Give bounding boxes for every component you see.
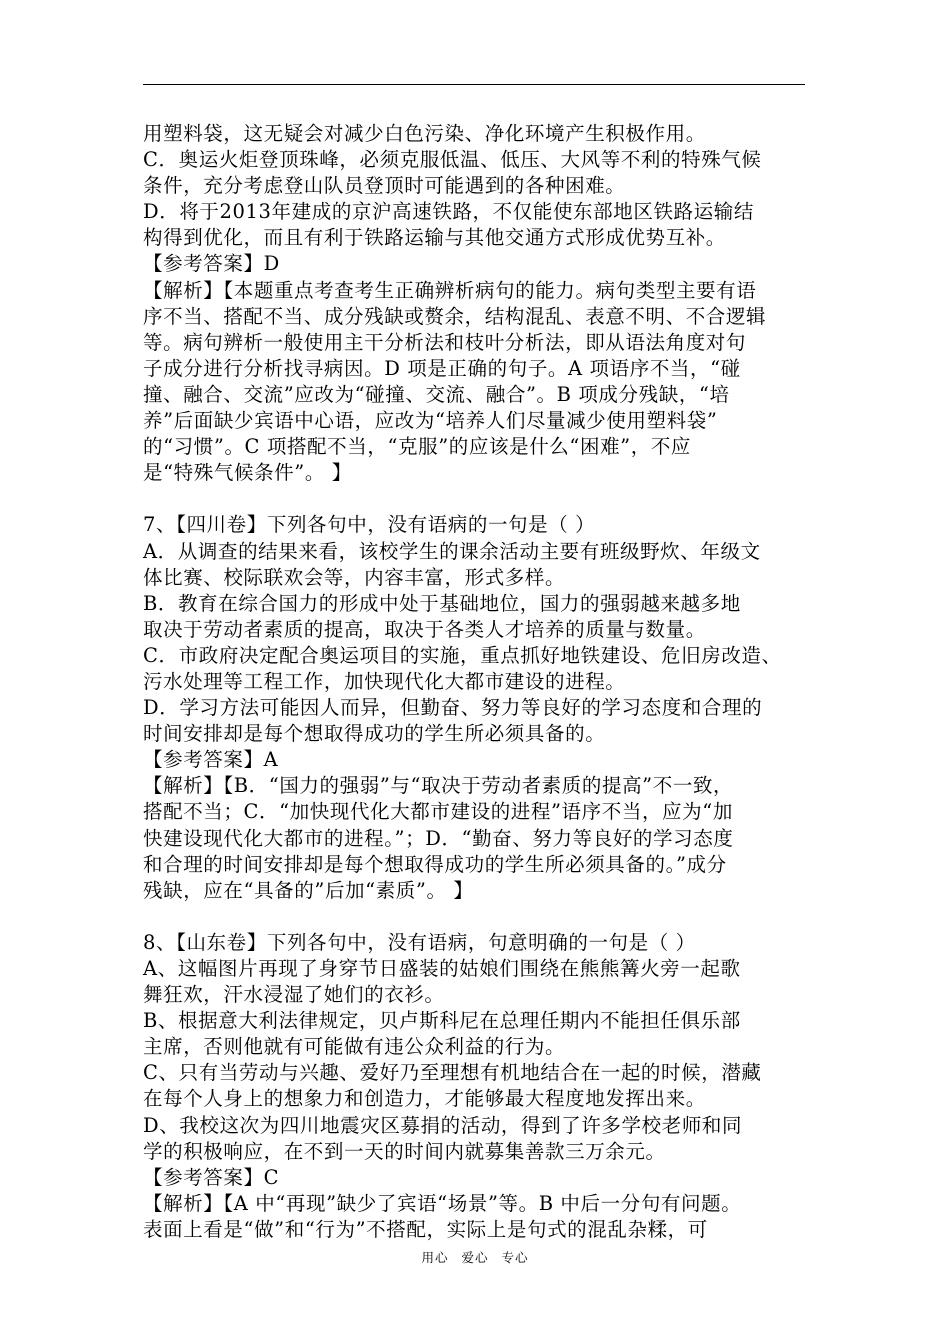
text-line: C、只有当劳动与兴趣、爱好乃至理想有机地结合在一起的时候，潜藏 xyxy=(143,1061,762,1085)
text-line: 体比赛、校际联欢会等，内容丰富，形式多样。 xyxy=(143,565,566,589)
text-line: 8、【山东卷】下列各句中，没有语病，句意明确的一句是（ ） xyxy=(143,930,696,954)
text-line: 7、【四川卷】下列各句中，没有语病的一句是（ ） xyxy=(143,513,596,537)
text-line: A、这幅图片再现了身穿节日盛装的姑娘们围绕在熊熊篝火旁一起歌 xyxy=(143,957,741,980)
text-line: 污水处理等工程工作，加快现代化大都市建设的进程。 xyxy=(143,669,626,693)
text-line: B、根据意大利法律规定，贝卢斯科尼在总理任期内不能担任俱乐部 xyxy=(143,1009,741,1033)
text-line: 【解析】【B．“国力的强弱”与“取决于劳动者素质的提高”不一致， xyxy=(143,774,734,798)
blank-line xyxy=(143,486,815,512)
text-line: C．市政府决定配合奥运项目的实施，重点抓好地铁建设、危旧房改造、 xyxy=(143,643,782,667)
text-line: 快建设现代化大都市的进程。”；D．“勤奋、努力等良好的学习态度 xyxy=(143,826,734,850)
text-line: 养”后面缺少宾语中心语，应改为“培养人们尽量减少使用塑料袋” xyxy=(143,409,718,433)
text-line: 条件，充分考虑登山队员登顶时可能遇到的各种困难。 xyxy=(143,174,626,198)
document-body xyxy=(143,121,815,1243)
text-line: 【参考答案】C xyxy=(143,1165,280,1189)
header-rule xyxy=(143,84,805,85)
text-line: C．奥运火炬登顶珠峰，必须克服低温、低压、大风等不利的特殊气候 xyxy=(143,148,762,172)
text-line: 的“习惯”。C 项搭配不当，“克服”的应该是什么“困难”，不应 xyxy=(143,435,692,459)
text-line: D、我校这次为四川地震灾区募捐的活动，得到了许多学校老师和同 xyxy=(143,1113,743,1137)
question-6-continuation xyxy=(143,121,815,486)
text-line: 取决于劳动者素质的提高，取决于各类人才培养的质量与数量。 xyxy=(143,617,706,641)
text-line: 【参考答案】D xyxy=(143,252,280,276)
text-line: 在每个人身上的想象力和创造力，才能够最大程度地发挥出来。 xyxy=(143,1087,706,1111)
page-footer: 用心 爱心 专心 xyxy=(421,1250,529,1265)
text-line: 序不当、搭配不当、成分残缺或赘余，结构混乱、表意不明、不合逻辑 xyxy=(143,304,767,328)
text-line: 残缺，应在“具备的”后加“素质”。 】 xyxy=(143,878,474,902)
question-8 xyxy=(143,930,815,1243)
text-line: 子成分进行分析找寻病因。D 项是正确的句子。A 项语序不当，“碰 xyxy=(143,356,741,380)
text-line: 舞狂欢，汗水浸湿了她们的衣衫。 xyxy=(143,983,445,1007)
text-line: D．学习方法可能因人而异，但勤奋、努力等良好的学习态度和合理的 xyxy=(143,696,763,720)
text-line: 表面上看是“做”和“行为”不搭配，实际上是句式的混乱杂糅，可 xyxy=(143,1217,708,1241)
text-line: 撞、融合、交流”应改为“碰撞、交流、融合”。B 项成分残缺，“培 xyxy=(143,382,730,406)
text-line: 主席，否则他就有可能做有违公众利益的行为。 xyxy=(143,1035,566,1059)
text-line: 【解析】【A 中“再现”缺少了宾语“场景”等。B 中后一分句有问题。 xyxy=(143,1191,742,1215)
text-line: 等。病句辨析一般使用主干分析法和枝叶分析法，即从语法角度对句 xyxy=(143,330,747,354)
text-line: 用塑料袋，这无疑会对减少白色污染、净化环境产生积极作用。 xyxy=(143,122,706,145)
text-line: 搭配不当；C．“加快现代化大都市建设的进程”语序不当，应为“加 xyxy=(143,800,733,824)
question-7 xyxy=(143,512,815,903)
text-line: 【参考答案】A xyxy=(143,748,279,772)
text-line: 时间安排却是每个想取得成功的学生所必须具备的。 xyxy=(143,722,606,746)
text-line: A．从调查的结果来看，该校学生的课余活动主要有班级野炊、年级文 xyxy=(143,539,761,563)
text-line: B．教育在综合国力的形成中处于基础地位，国力的强弱越来越多地 xyxy=(143,591,741,615)
text-line: 【解析】【本题重点考查考生正确辨析病句的能力。病句类型主要有语 xyxy=(143,278,757,302)
text-line: 是“特殊气候条件”。 】 xyxy=(143,461,352,485)
text-line: D．将于2013年建成的京沪高速铁路，不仅能使东部地区铁路运输结 xyxy=(143,200,754,224)
blank-line xyxy=(143,904,815,930)
text-line: 和合理的时间安排却是每个想取得成功的学生所必须具备的。”成分 xyxy=(143,852,727,876)
text-line: 构得到优化，而且有利于铁路运输与其他交通方式形成优势互补。 xyxy=(143,226,726,250)
text-line: 学的积极响应，在不到一天的时间内就募集善款三万余元。 xyxy=(143,1139,666,1163)
